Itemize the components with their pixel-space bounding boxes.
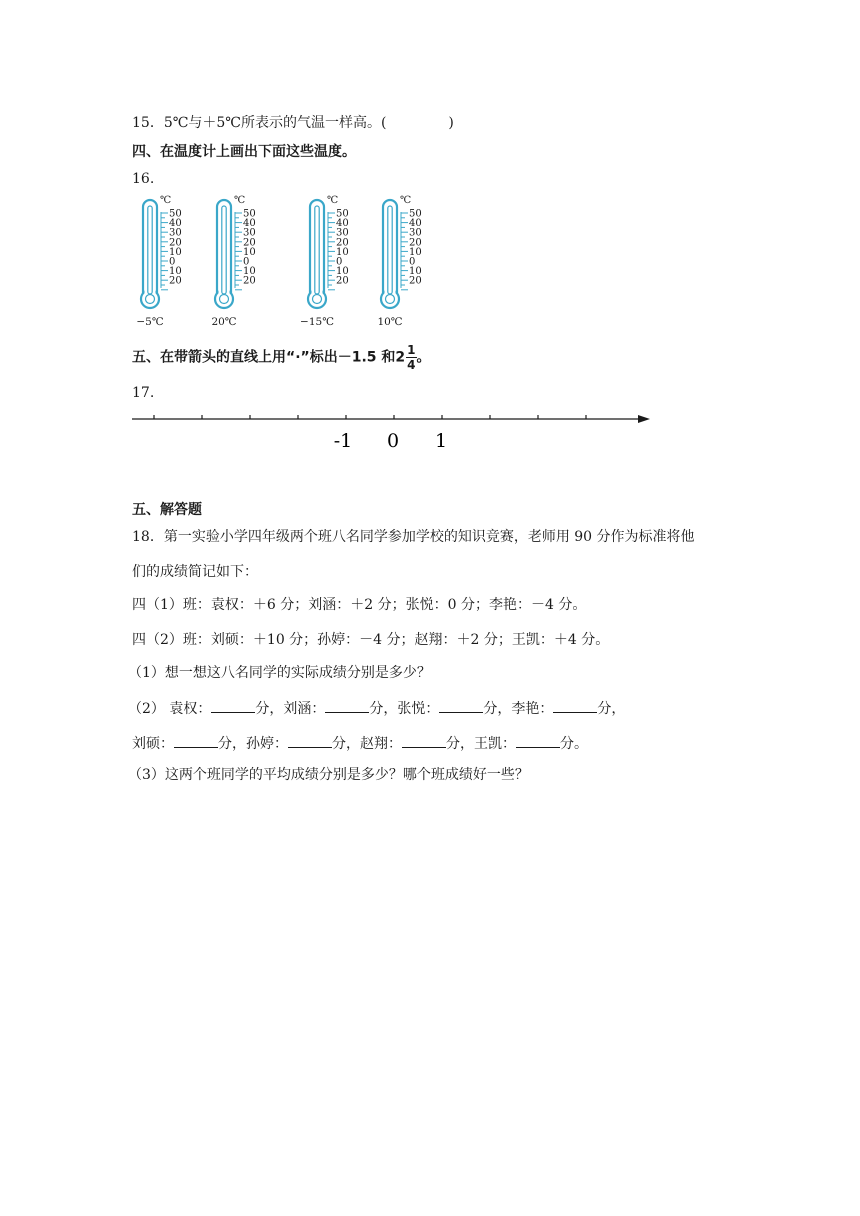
- score-unit: 分。: [560, 736, 588, 752]
- thermometer-scale-label: 20: [169, 275, 182, 287]
- score-entry: [246, 736, 360, 752]
- section-5a-suffix: 。: [416, 349, 431, 366]
- part-2-row-2: [132, 735, 588, 751]
- part-2-row-1: [128, 700, 625, 716]
- score-unit: 分，: [332, 736, 360, 752]
- thermometer-scale-label: 30: [243, 227, 256, 239]
- thermometer-capillary: [222, 206, 226, 294]
- student-name: 袁权：: [169, 701, 212, 717]
- answer-blank[interactable]: [516, 735, 560, 748]
- answer-blank[interactable]: [174, 735, 218, 748]
- thermometer-scale-label: 20: [336, 237, 349, 249]
- number-line-label-minus-1: -1: [333, 430, 353, 452]
- part-2-prefix: （2）: [128, 701, 165, 717]
- thermometer-scale-label: 50: [336, 208, 349, 220]
- score-entry: [474, 736, 588, 752]
- thermometer-scale-label: 10: [169, 246, 182, 258]
- thermometer[interactable]: [300, 195, 349, 328]
- thermometer-capillary: [148, 206, 152, 294]
- thermometer-scale-label: 10: [336, 246, 349, 258]
- question-17-number: 17.: [132, 385, 155, 401]
- number-line[interactable]: [0, 405, 860, 455]
- thermometer-caption: 10℃: [377, 316, 403, 328]
- score-entry: [511, 701, 625, 717]
- class-1-scores: 四（1）班：袁权：＋6 分；刘涵：＋2 分；张悦：0 分；李艳：－4 分。: [132, 597, 587, 613]
- thermometer-scale-label: 10: [409, 246, 422, 258]
- thermometer-scale-label: 20: [409, 237, 422, 249]
- thermometer-unit: ℃: [327, 195, 339, 206]
- fraction-denominator: 4: [407, 358, 416, 372]
- thermometer-caption: −15℃: [300, 316, 334, 328]
- section-5a-title: [132, 344, 431, 371]
- score-unit: 分，: [369, 701, 398, 717]
- thermometer-scale-label: 0: [243, 256, 250, 268]
- score-unit: 分，: [597, 701, 626, 717]
- thermometer-group: [0, 192, 860, 332]
- thermometer-capillary: [388, 206, 392, 294]
- score-entry: [169, 701, 283, 717]
- number-line-arrow: [638, 415, 650, 423]
- answer-blank[interactable]: [325, 700, 369, 713]
- question-18-line1: 18．第一实验小学四年级两个班八名同学参加学校的知识竞赛，老师用 90 分作为标准将他: [132, 529, 695, 545]
- score-unit: 分，: [446, 736, 474, 752]
- student-name: 李艳：: [511, 701, 554, 717]
- thermometer[interactable]: [211, 195, 255, 328]
- student-name: 张悦：: [397, 701, 440, 717]
- section-5a-prefix: 五、在带箭头的直线上用“·”标出－1.5 和: [132, 349, 396, 366]
- question-18-line2: 们的成绩简记如下：: [132, 564, 258, 580]
- student-name: 孙婷：: [246, 736, 288, 752]
- fraction: [406, 344, 416, 371]
- thermometer-scale-label: 50: [169, 208, 182, 220]
- thermometer-scale-label: 20: [336, 275, 349, 287]
- score-entry: [283, 701, 397, 717]
- thermometer-scale-label: 10: [243, 246, 256, 258]
- thermometer-scale-label: 20: [243, 275, 256, 287]
- thermometer-scale-label: 20: [409, 275, 422, 287]
- thermometer-scale-label: 30: [336, 227, 349, 239]
- student-name: 赵翔：: [360, 736, 402, 752]
- thermometer-unit: ℃: [160, 195, 172, 206]
- thermometer-scale-label: 10: [409, 266, 422, 278]
- answer-blank[interactable]: [402, 735, 446, 748]
- section-5b-title: 五、解答题: [132, 502, 202, 518]
- number-line-label-1: 1: [434, 430, 448, 452]
- score-unit: 分，: [255, 701, 284, 717]
- thermometer-scale-label: 40: [409, 218, 422, 230]
- score-entry: [397, 701, 511, 717]
- question-16-number: 16.: [132, 171, 155, 187]
- answer-blank[interactable]: [553, 700, 597, 713]
- thermometer[interactable]: [136, 195, 181, 328]
- thermometer-scale-label: 10: [336, 266, 349, 278]
- thermometer-scale-label: 40: [243, 218, 256, 230]
- student-name: 王凯：: [474, 736, 516, 752]
- thermometer[interactable]: [377, 195, 421, 328]
- thermometer-scale-label: 40: [169, 218, 182, 230]
- thermometer-scale-label: 20: [169, 237, 182, 249]
- thermometer-scale-label: 0: [169, 256, 176, 268]
- part-1: （1）想一想这八名同学的实际成绩分别是多少？: [128, 665, 431, 681]
- question-15-close: ): [448, 115, 454, 131]
- question-15-text: 15．5℃与＋5℃所表示的气温一样高。(: [132, 115, 387, 131]
- thermometer-scale-label: 50: [243, 208, 256, 220]
- thermometer-unit: ℃: [400, 195, 412, 206]
- part-3: （3）这两个班同学的平均成绩分别是多少？哪个班成绩好一些？: [128, 767, 529, 783]
- thermometer-capillary: [315, 206, 319, 294]
- answer-blank[interactable]: [439, 700, 483, 713]
- mixed-number-whole: 2: [395, 349, 406, 366]
- fraction-numerator: 1: [407, 343, 416, 357]
- score-unit: 分，: [483, 701, 512, 717]
- thermometer-unit: ℃: [234, 195, 246, 206]
- number-line-label-0: 0: [386, 430, 400, 452]
- thermometer-scale-label: 40: [336, 218, 349, 230]
- section-4-title: 四、在温度计上画出下面这些温度。: [132, 144, 356, 160]
- thermometer-bulb-inner: [220, 295, 229, 304]
- thermometer-scale-label: 10: [243, 266, 256, 278]
- thermometer-scale-label: 30: [169, 227, 182, 239]
- question-15: [132, 116, 454, 130]
- thermometer-bulb-inner: [313, 295, 322, 304]
- thermometer-scale-label: 0: [409, 256, 416, 268]
- thermometer-scale-label: 20: [243, 237, 256, 249]
- answer-blank[interactable]: [211, 700, 255, 713]
- thermometer-scale-label: 50: [409, 208, 422, 220]
- score-unit: 分，: [218, 736, 246, 752]
- thermometer-bulb-inner: [146, 295, 155, 304]
- thermometer-bulb-inner: [386, 295, 395, 304]
- student-name: 刘涵：: [283, 701, 326, 717]
- thermometer-caption: 20℃: [211, 316, 237, 328]
- thermometer-scale-label: 0: [336, 256, 343, 268]
- answer-blank[interactable]: [288, 735, 332, 748]
- thermometer-caption: −5℃: [136, 316, 164, 328]
- student-name: 刘硕：: [132, 736, 174, 752]
- thermometer-scale-label: 30: [409, 227, 422, 239]
- score-entry: [132, 736, 246, 752]
- score-entry: [360, 736, 474, 752]
- class-2-scores: 四（2）班：刘硕：＋10 分；孙婷：－4 分；赵翔：＋2 分；王凯：＋4 分。: [132, 632, 610, 648]
- thermometer-scale-label: 10: [169, 266, 182, 278]
